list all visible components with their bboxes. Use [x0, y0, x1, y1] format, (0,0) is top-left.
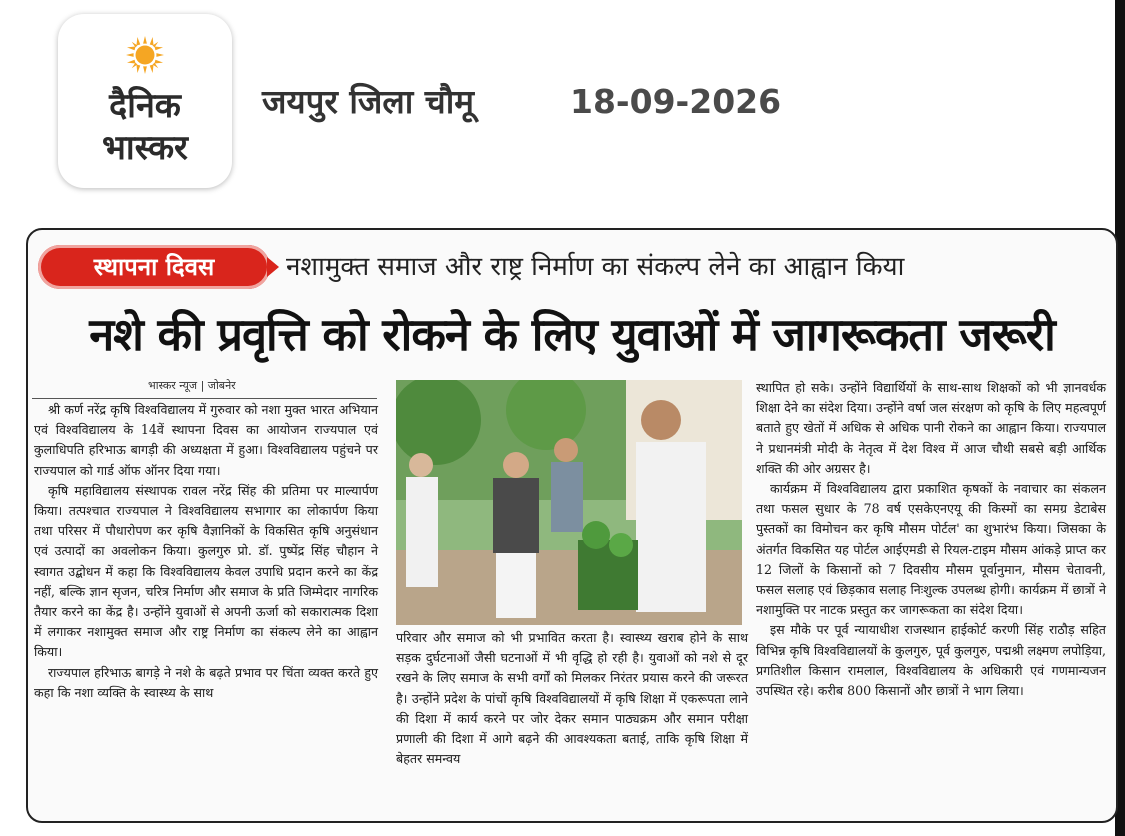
- byline-divider: [32, 398, 377, 399]
- kicker-headline: नशामुक्त समाज और राष्ट्र निर्माण का संकल्प लेने का आह्वान किया: [286, 252, 905, 282]
- paragraph: स्थापित हो सके। उन्होंने विद्यार्थियों के साथ-साथ शिक्षकों को भी ज्ञानवर्धक शिक्षा देने का संदेश दिया। उन्होंने वर्षा जल संरक्षण को कृषि के लिए महत्वपूर्ण बताते हुए खेतों में अधिक से अधिक पानी रोकने का आह्वान किया। राज्यपाल ने प्रधानमंत्री मोदी के नेतृत्व में देश विश्व में आज चौथी सबसे बड़ी आर्थिक शक्ति की ओर अग्रसर है।: [756, 380, 1106, 476]
- paragraph: श्री कर्ण नरेंद्र कृषि विश्वविद्यालय में गुरुवार को नशा मुक्त भारत अभियान एवं विश्वविद्यालय के 14वें स्थापना दिवस का आयोजन राज्यपाल एवं कुलाधिपति हरिभाऊ बागड़ी की अध्यक्षता में हुआ। विश्वविद्यालय पहुंचने पर राज्यपाल को गार्ड ऑफ ऑनर दिया गया।: [34, 402, 378, 478]
- paragraph: कार्यक्रम में विश्वविद्यालय द्वारा प्रकाशित कृषकों के नवाचार का संकलन तथा फसल सुधार के 78 वर्ष एसकेएनएयू की किस्मों का समग्र डेटाबेस पुस्तकों का विमोचन कर कृषि मौसम पोर्टल' का शुभारंभ किया। जिसका के अंतर्गत विकसित यह पोर्टल आईएमडी से रियल-टाइम मौसम आंकड़े प्राप्त कर 12 जिलों के किसानों को 7 दिवसीय मौसम पूर्वानुमान, मौसम चेतावनी, फसल सलाह एवं छिड़काव सलाह निःशुल्क उपलब्ध होगी। कार्यक्रम में छात्रों ने नशामुक्ति पर नाटक प्रस्तुत कर जागरूकता का संदेश दिया।: [756, 481, 1106, 618]
- publish-date: 18-09-2026: [570, 82, 782, 121]
- news-clipping: [26, 228, 1118, 823]
- paragraph: परिवार और समाज को भी प्रभावित करता है। स्वास्थ्य खराब होने के साथ सड़क दुर्घटनाओं जैसी घटनाओं में भी वृद्धि हो रही है। युवाओं को नशे से दूर रखने के लिए समाज के सभी वर्गों को मिलकर निरंतर प्रयास करने की जरूरत है। उन्होंने प्रदेश के पांचों कृषि विश्वविद्यालयों में कृषि शिक्षा में एकरूपता लाने की दिशा में कार्य करने पर जोर देकर समान पाठ्यक्रम और समान परीक्षा प्रणाली की दिशा में आगे बढ़ने की आवश्यकता बताई, ताकि कृषि शिक्षा में बेहतर समन्वय: [396, 630, 748, 767]
- dainik-bhaskar-logo[interactable]: [58, 14, 232, 188]
- article-column-1: [34, 400, 378, 703]
- section-tag: [38, 245, 270, 289]
- article-column-3: [756, 378, 1106, 701]
- paragraph: कृषि महाविद्यालय संस्थापक रावल नरेंद्र सिंह की प्रतिमा पर माल्यार्पण किया। तत्पश्चात राज्यपाल ने विश्वविद्यालय सभागार का लोकार्पण किया तथा परिसर में पौधारोपण कर कृषि वैज्ञानिकों के विकसित कृषि अनुसंधान एवं उत्पादों का अवलोकन किया। कुलगुरु प्रो. डॉ. पुष्पेंद्र सिंह चौहान ने स्वागत उद्बोधन में कहा कि विश्वविद्यालय केवल उपाधि प्रदान करने का केंद्र नहीं, बल्कि ज्ञान सृजन, चरित्र निर्माण और समाज के प्रति जिम्मेदार नागरिक तैयार करने का केंद्र है। उन्होंने युवाओं से अपनी ऊर्जा को सकारात्मक दिशा में लगाकर नशामुक्त समाज और राष्ट्र निर्माण का संकल्प लेने का आह्वान किया।: [34, 482, 378, 660]
- paragraph: इस मौके पर पूर्व न्यायाधीश राजस्थान हाईकोर्ट करणी सिंह राठौड़ सहित विभिन्न कृषि विश्वविद्यालयों के कुलगुरु, पूर्व कुलगुरु, पद्मश्री लक्ष्मण लपोड़िया, प्रगतिशील किसान रामलाल, विश्वविद्यालय के अधिकारी एवं गणमान्यजन उपस्थित रहे। करीब 800 किसानों और छात्रों ने भाग लिया।: [756, 622, 1106, 699]
- article-column-2: [396, 628, 748, 769]
- logo-text-line1: दैनिक: [109, 86, 181, 126]
- logo-text-line2: भास्कर: [102, 128, 188, 168]
- paragraph: राज्यपाल हरिभाऊ बागड़े ने नशे के बढ़ते प्रभाव पर चिंता व्यक्त करते हुए कहा कि नशा व्यक्ति के स्वास्थ्य के साथ: [34, 664, 378, 700]
- section-tag-label: स्थापना दिवस: [93, 253, 215, 281]
- event-photo: [396, 380, 742, 625]
- sun-icon: [126, 36, 164, 74]
- byline: भास्कर न्यूज | जोबनेर: [148, 379, 236, 392]
- main-headline: नशे की प्रवृत्ति को रोकने के लिए युवाओं में जागरूकता जरूरी: [89, 308, 1055, 361]
- edition-label: जयपुर जिला चौमू: [262, 82, 475, 121]
- tag-arrow-icon: [267, 257, 279, 277]
